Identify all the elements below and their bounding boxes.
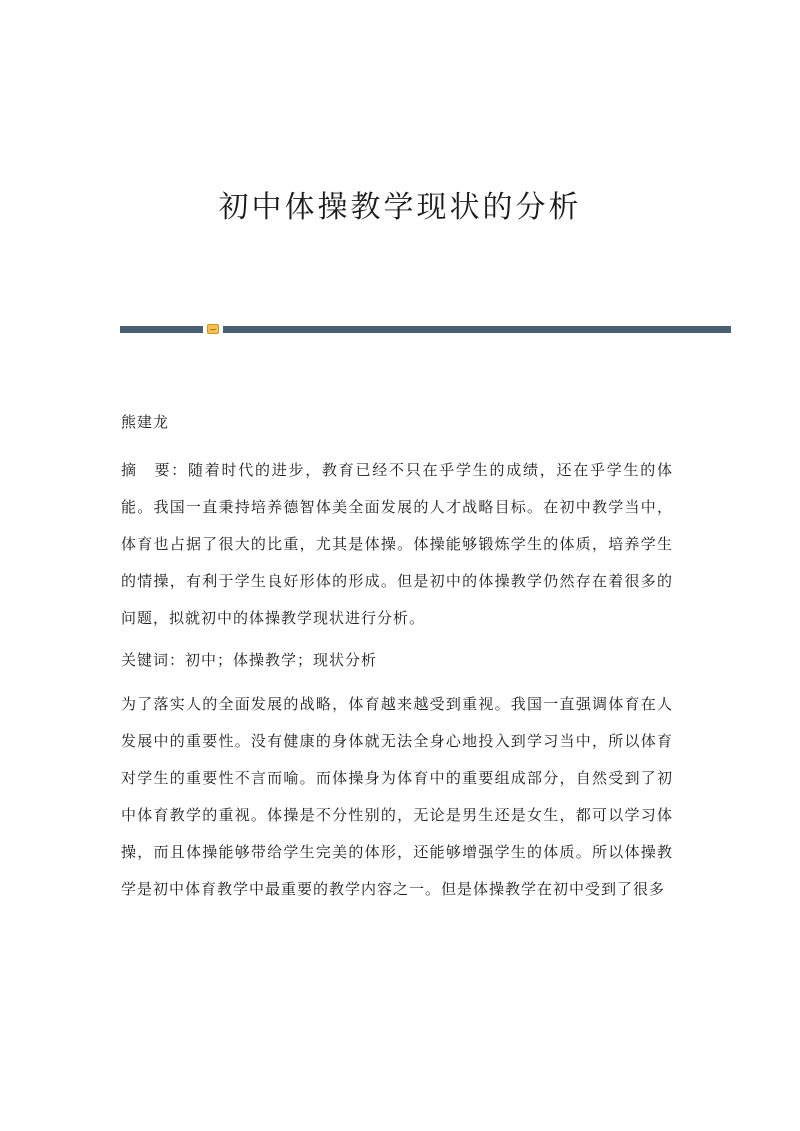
- divider-bar-right: [223, 326, 731, 333]
- document-body: [121, 404, 673, 908]
- divider-bar-left: [120, 326, 203, 333]
- abstract-paragraph: 摘 要：随着时代的进步，教育已经不只在乎学生的成绩，还在乎学生的体能。我国一直秉持培养德智体美全面发展的人才战略目标。在初中教学当中，体育也占据了很大的比重，尤其是体操。体操能够锻炼学生的体质，培养学生的情操，有利于学生良好形体的形成。但是初中的体操教学仍然存在着很多的问题，拟就初中的体操教学现状进行分析。: [121, 461, 673, 627]
- author-name: 熊建龙: [121, 413, 170, 431]
- document-title: 初中体操教学现状的分析: [218, 190, 582, 225]
- title-divider: [120, 323, 731, 337]
- body-paragraph: 为了落实人的全面发展的战略，体育越来越受到重视。我国一直强调体育在人发展中的重要性。没有健康的身体就无法全身心地投入到学习当中，所以体育对学生的重要性不言而喻。而体操身为体育中的重要组成部分，自然受到了初中体育教学的重视。体操是不分性别的，无论是男生还是女生，都可以学习体操，而且体操能够带给学生完美的体形，还能够增强学生的体质。所以体操教学是初中体育教学中最重要的教学内容之一。但是体操教学在初中受到了很多: [121, 695, 673, 898]
- keywords-line: 关键词：初中；体操教学；现状分析: [121, 651, 378, 669]
- divider-mark-icon: [207, 324, 219, 334]
